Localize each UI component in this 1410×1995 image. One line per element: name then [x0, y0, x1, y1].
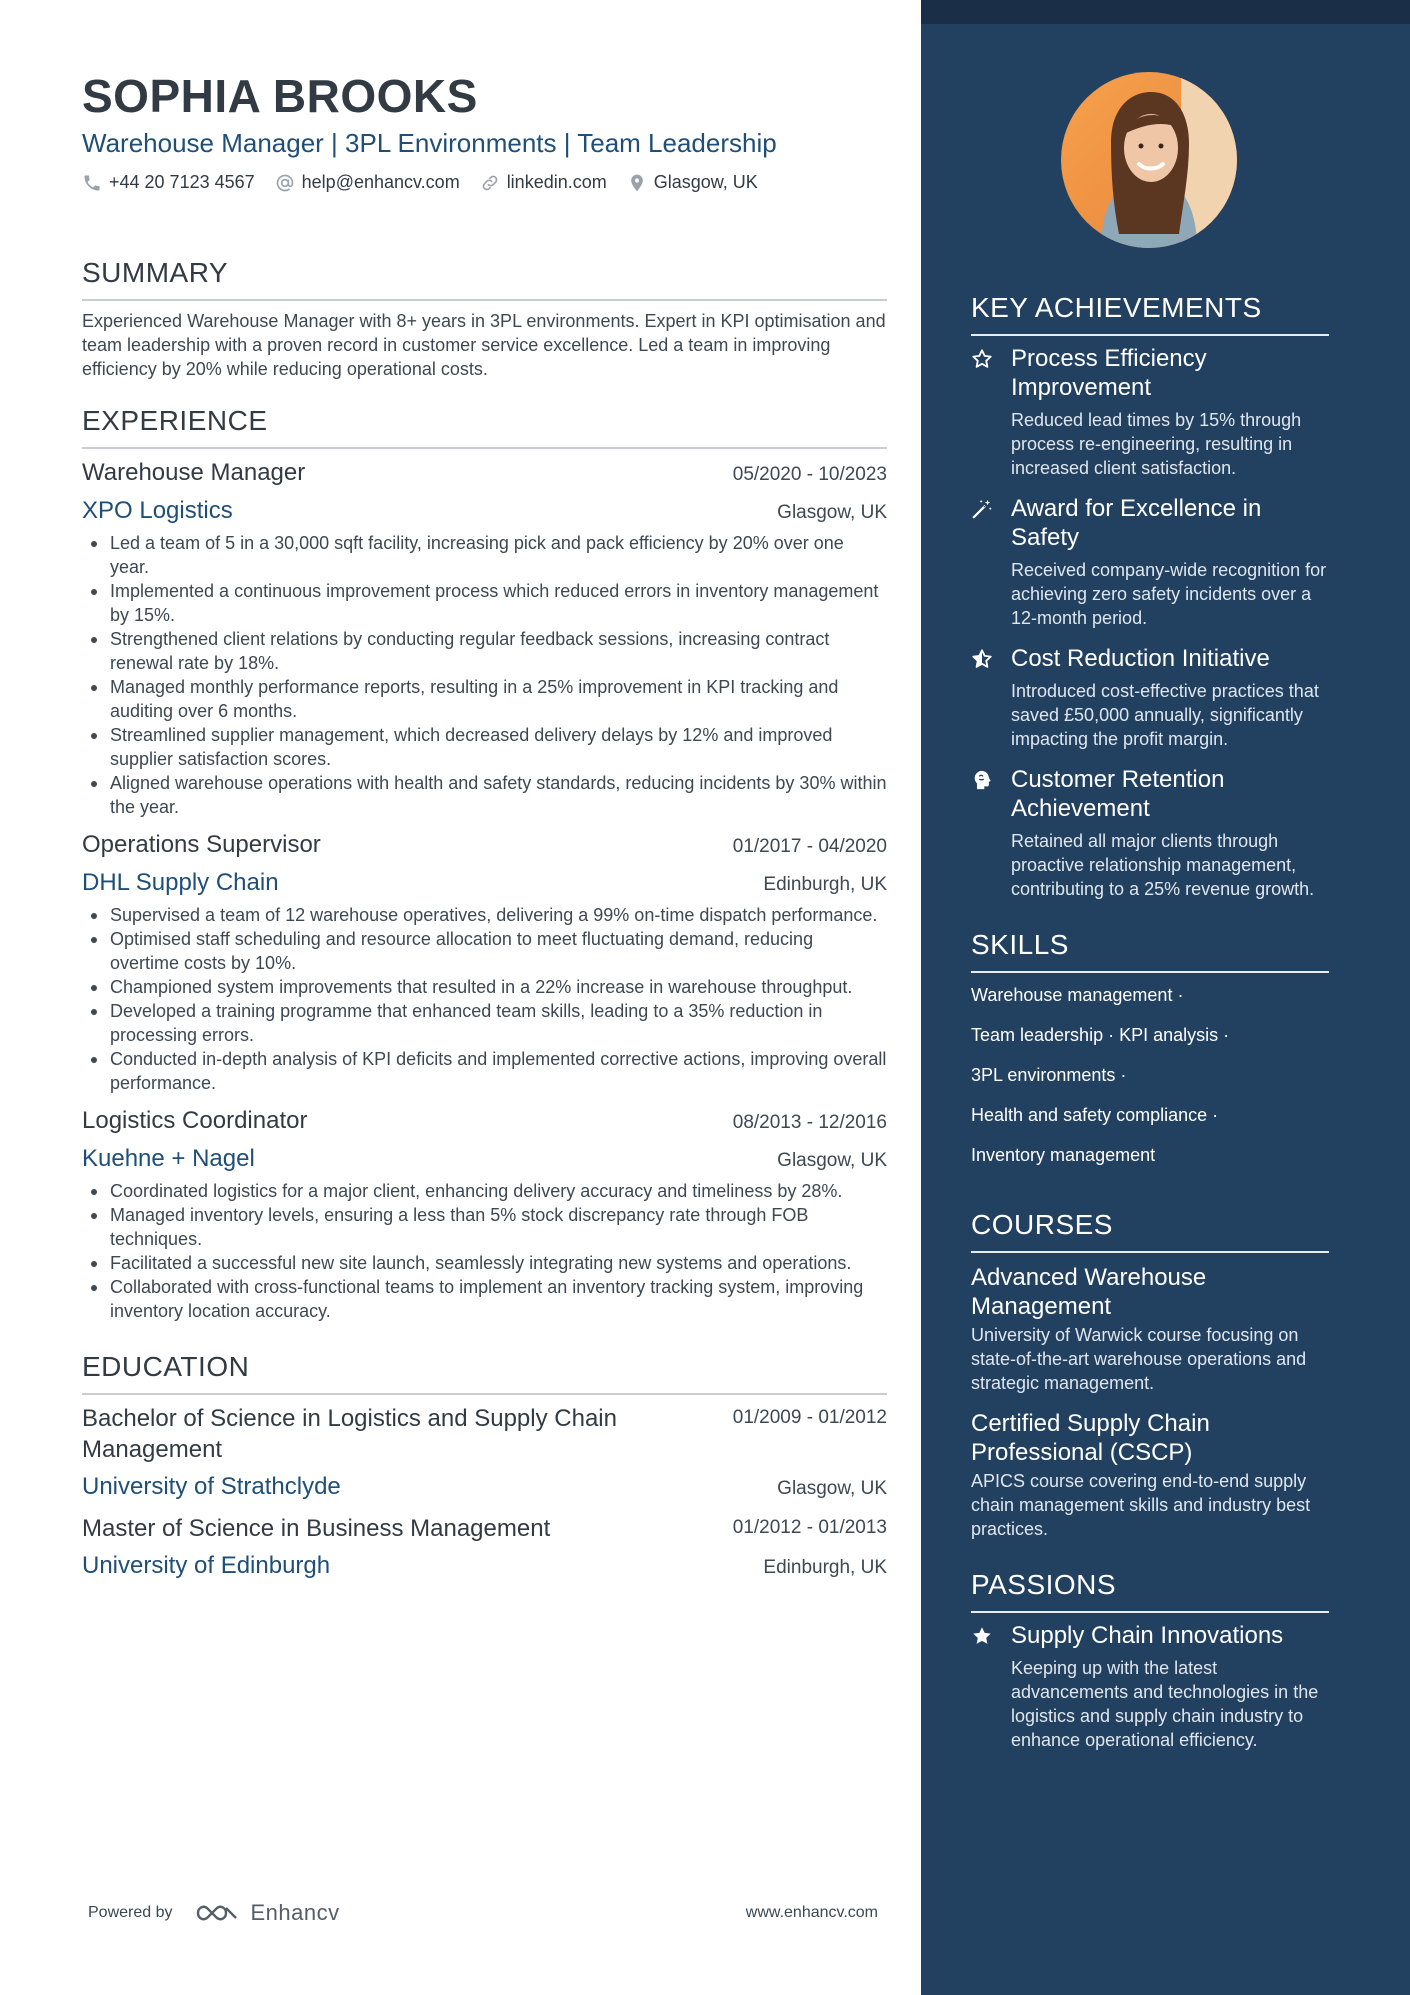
bullet-item: Led a team of 5 in a 30,000 sqft facility, increasing pick and pack efficiency by 20% over one year.: [82, 531, 887, 579]
company-name: Kuehne + Nagel: [82, 1145, 255, 1172]
bullet-item: Facilitated a successful new site launch, seamlessly integrating new systems and operations.: [82, 1251, 887, 1275]
company-name: DHL Supply Chain: [82, 869, 279, 896]
experience-title: EXPERIENCE: [82, 403, 887, 449]
job-dates: 08/2013 - 12/2016: [732, 1112, 887, 1133]
link-icon: [480, 173, 500, 193]
achievement-title: Process Efficiency Improvement: [1011, 345, 1207, 401]
star-outline-icon: [971, 348, 993, 370]
passion-item: [971, 1621, 1329, 1752]
achievements-title: KEY ACHIEVEMENTS: [971, 290, 1329, 336]
job-location: Edinburgh, UK: [763, 874, 887, 895]
school-location: Glasgow, UK: [777, 1478, 887, 1499]
summary-section: [82, 255, 887, 381]
brand-name: Enhancv: [250, 1900, 340, 1925]
job-bullets: [82, 903, 887, 1095]
website-link[interactable]: www.enhancv.com: [745, 1904, 878, 1921]
location-text: Glasgow, UK: [653, 172, 758, 192]
bullet-item: Supervised a team of 12 warehouse operatives, delivering a 99% on-time dispatch performance.: [82, 903, 887, 927]
contact-email[interactable]: [275, 172, 460, 193]
job-entry: [82, 829, 887, 1095]
achievement-desc: Reduced lead times by 15% through process re-engineering, resulting in increased client satisfaction.: [1011, 410, 1302, 478]
passion-desc: Keeping up with the latest advancements and technologies in the logistics and supply chain industry to enhance operational efficiency.: [1011, 1658, 1319, 1750]
degree-title: Bachelor of Science in Logistics and Supply Chain Management: [82, 1405, 617, 1463]
education-dates: 01/2009 - 01/2012: [732, 1407, 887, 1428]
job-title: Warehouse Manager: [82, 459, 306, 486]
headline: Warehouse Manager | 3PL Environments | Team Leadership: [82, 128, 777, 158]
job-title: Operations Supervisor: [82, 831, 321, 858]
passions-title: PASSIONS: [971, 1567, 1329, 1613]
phone-text: +44 20 7123 4567: [109, 172, 255, 192]
at-icon: [275, 173, 295, 193]
achievement-title: Customer Retention Achievement: [1011, 766, 1225, 822]
linkedin-text: linkedin.com: [506, 172, 607, 192]
passions-section: [971, 1567, 1329, 1752]
job-location: Glasgow, UK: [777, 502, 887, 523]
powered-by-label: Powered by: [88, 1904, 173, 1921]
experience-section: [82, 403, 887, 1323]
skill-tag: Team leadership · KPI analysis ·: [971, 1025, 1230, 1045]
passion-title: Supply Chain Innovations: [1011, 1622, 1284, 1649]
summary-title: SUMMARY: [82, 255, 887, 301]
email-text: help@enhancv.com: [301, 172, 460, 192]
job-dates: 01/2017 - 04/2020: [732, 836, 887, 857]
education-entry: [82, 1403, 887, 1503]
bullet-item: Championed system improvements that resulted in a 22% increase in warehouse throughput.: [82, 975, 887, 999]
skills-section: [971, 927, 1329, 1167]
achievement-title: Cost Reduction Initiative: [1011, 645, 1270, 672]
bullet-item: Strengthened client relations by conducting regular feedback sessions, increasing contract renewal rate by 18%.: [82, 627, 887, 675]
sidebar: [921, 0, 1410, 1995]
bullet-item: Conducted in-depth analysis of KPI deficits and implemented corrective actions, improving overall performance.: [82, 1047, 887, 1095]
education-section: [82, 1349, 887, 1582]
candidate-name: SOPHIA BROOKS: [82, 70, 478, 122]
contact-linkedin[interactable]: [480, 172, 607, 193]
magic-wand-icon: [971, 498, 993, 520]
courses-section: [971, 1207, 1329, 1541]
achievement-item: [971, 765, 1329, 901]
school-name: University of Edinburgh: [82, 1552, 331, 1579]
bullet-item: Developed a training programme that enhanced team skills, leading to a 35% reduction in processing errors.: [82, 999, 887, 1047]
bullet-item: Implemented a continuous improvement process which reduced errors in inventory management by 15%.: [82, 579, 887, 627]
job-bullets: [82, 1179, 887, 1323]
achievement-desc: Retained all major clients through proactive relationship management, contributing to a 25% revenue growth.: [1011, 831, 1315, 899]
job-entry: [82, 457, 887, 819]
course-desc: University of Warwick course focusing on state-of-the-art warehouse operations and strategic management.: [971, 1325, 1307, 1393]
bullet-item: Managed inventory levels, ensuring a less than 5% stock discrepancy rate through FOB techniques.: [82, 1203, 887, 1251]
sidebar-top-band: [921, 0, 1410, 24]
job-location: Glasgow, UK: [777, 1150, 887, 1171]
phone-icon: [82, 173, 102, 193]
bullet-item: Collaborated with cross-functional teams to implement an inventory tracking system, improving inventory location accuracy.: [82, 1275, 887, 1323]
contact-bar: [82, 172, 887, 193]
courses-title: COURSES: [971, 1207, 1329, 1253]
school-name: University of Strathclyde: [82, 1473, 341, 1500]
job-entry: [82, 1105, 887, 1323]
star-filled-icon: [971, 1625, 993, 1647]
location-icon: [627, 173, 647, 193]
summary-text: Experienced Warehouse Manager with 8+ years in 3PL environments. Expert in KPI optimisation and team leadership with a proven record in customer service excellence. Led a team in improving efficiency by 20% while reducing operational costs.: [82, 311, 886, 379]
achievement-desc: Received company-wide recognition for achieving zero safety incidents over a 12-month period.: [1011, 560, 1327, 628]
skill-tag: Inventory management: [971, 1145, 1156, 1165]
achievements-section: [971, 290, 1329, 901]
company-name: XPO Logistics: [82, 497, 233, 524]
skills-list: [971, 983, 1329, 1167]
achievement-item: [971, 644, 1329, 751]
degree-title: Master of Science in Business Management: [82, 1515, 551, 1542]
half-star-icon: [971, 648, 993, 670]
sidebar-content: [971, 290, 1329, 1752]
job-bullets: [82, 531, 887, 819]
course-title: Advanced Warehouse Management: [971, 1264, 1207, 1320]
education-dates: 01/2012 - 01/2013: [732, 1517, 887, 1538]
footer: [88, 1900, 878, 1926]
brain-head-icon: [971, 769, 993, 791]
job-dates: 05/2020 - 10/2023: [732, 464, 887, 485]
achievement-item: [971, 344, 1329, 480]
course-title: Certified Supply Chain Professional (CSCP): [971, 1410, 1210, 1466]
school-location: Edinburgh, UK: [763, 1557, 887, 1578]
contact-phone[interactable]: [82, 172, 255, 193]
contact-location: [627, 172, 758, 193]
bullet-item: Streamlined supplier management, which decreased delivery delays by 12% and improved supplier satisfaction scores.: [82, 723, 887, 771]
achievement-desc: Introduced cost-effective practices that saved £50,000 annually, significantly impacting the profit margin.: [1011, 681, 1319, 749]
brand-logo[interactable]: [195, 1900, 340, 1926]
bullet-item: Optimised staff scheduling and resource allocation to meet fluctuating demand, reducing overtime costs by 10%.: [82, 927, 887, 975]
skill-tag: Health and safety compliance ·: [971, 1105, 1219, 1125]
achievement-title: Award for Excellence in Safety: [1011, 495, 1262, 551]
course-desc: APICS course covering end-to-end supply chain management skills and industry best practices.: [971, 1471, 1311, 1539]
bullet-item: Coordinated logistics for a major client, enhancing delivery accuracy and timeliness by 28%.: [82, 1179, 887, 1203]
bullet-item: Aligned warehouse operations with health and safety standards, reducing incidents by 30% within the year.: [82, 771, 887, 819]
education-entry: [82, 1513, 887, 1582]
enhancv-logo-icon: [195, 1901, 241, 1925]
skills-title: SKILLS: [971, 927, 1329, 973]
achievement-item: [971, 494, 1329, 630]
education-title: EDUCATION: [82, 1349, 887, 1395]
bullet-item: Managed monthly performance reports, resulting in a 25% improvement in KPI tracking and auditing over 6 months.: [82, 675, 887, 723]
skill-tag: 3PL environments ·: [971, 1065, 1127, 1085]
powered-by: [88, 1900, 340, 1926]
profile-photo: [1061, 72, 1237, 248]
skill-tag: Warehouse management ·: [971, 985, 1184, 1005]
job-title: Logistics Coordinator: [82, 1107, 308, 1134]
main-column: [82, 68, 887, 1582]
